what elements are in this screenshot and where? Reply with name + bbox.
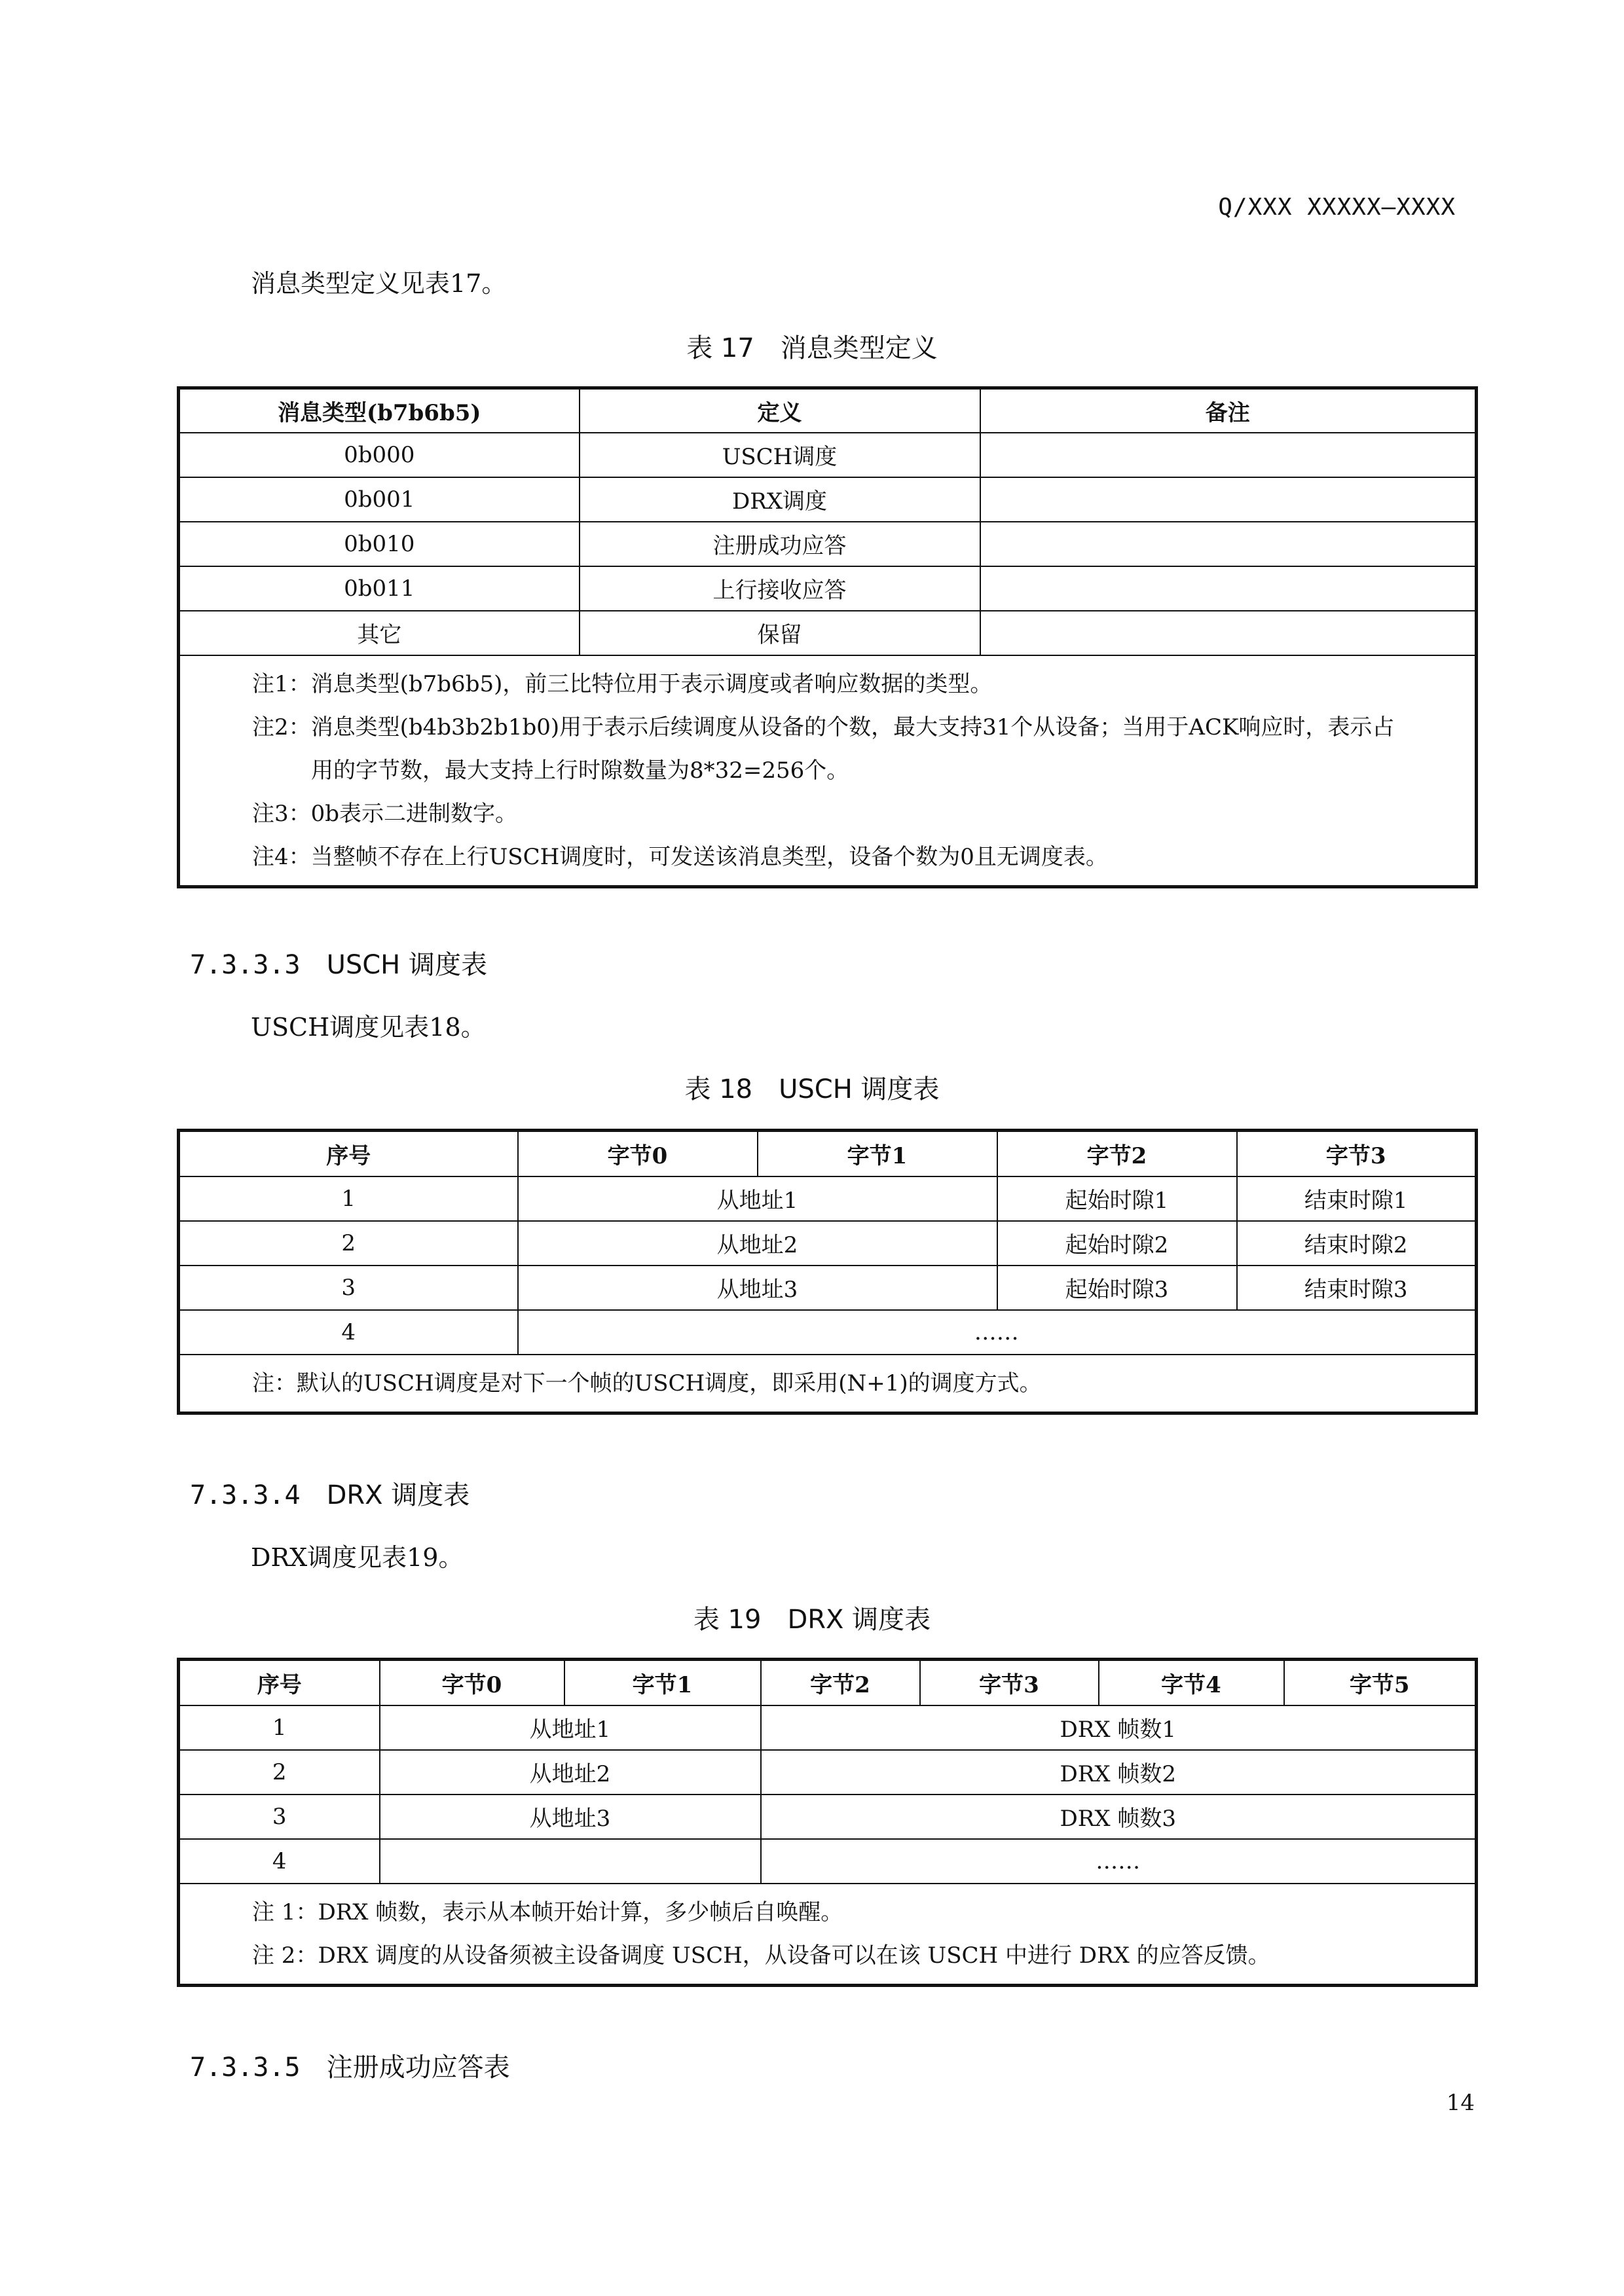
table-row — [179, 433, 1477, 477]
section-title: DRX 调度表 — [326, 1480, 470, 1510]
table-row — [179, 522, 1477, 566]
column-header: 定义 — [580, 388, 980, 433]
table-cell: 起始时隙2 — [997, 1221, 1237, 1266]
table-cell — [980, 611, 1477, 655]
column-header: 消息类型(b7b6b5) — [179, 388, 580, 433]
table-cell — [980, 522, 1477, 566]
intro-paragraph-17: 消息类型定义见表17。 — [251, 269, 507, 298]
column-header: 字节3 — [920, 1660, 1099, 1705]
table-cell: 2 — [179, 1221, 518, 1266]
table-cell — [980, 477, 1477, 522]
table-cell: DRX 帧数2 — [761, 1750, 1477, 1795]
column-header: 序号 — [179, 1660, 380, 1705]
column-header: 字节5 — [1284, 1660, 1477, 1705]
table-header-row — [179, 1660, 1477, 1705]
table-18 — [177, 1129, 1478, 1415]
table-note: 注3：0b表示二进制数字。 — [252, 800, 518, 827]
table-row — [179, 1795, 1477, 1839]
table-row — [179, 1176, 1477, 1221]
table-cell: 从地址2 — [518, 1221, 997, 1266]
column-header: 字节0 — [518, 1131, 758, 1176]
table-row — [179, 611, 1477, 655]
table-cell: 结束时隙2 — [1237, 1221, 1477, 1266]
table-cell: 3 — [179, 1266, 518, 1310]
table-row — [179, 566, 1477, 611]
table-cell: 结束时隙1 — [1237, 1176, 1477, 1221]
document-code-header: Q/XXX XXXXX—XXXX — [1218, 194, 1456, 221]
table-note: 注1：消息类型(b7b6b5)，前三比特位用于表示调度或者响应数据的类型。 — [252, 670, 993, 697]
table-cell: 3 — [179, 1795, 380, 1839]
table-cell — [980, 433, 1477, 477]
section-heading-usch — [190, 944, 487, 981]
table-17 — [177, 386, 1478, 888]
page-number: 14 — [1446, 2090, 1475, 2116]
intro-paragraph-18: USCH调度见表18。 — [251, 1013, 486, 1042]
table-cell: …… — [761, 1839, 1477, 1884]
table-row — [179, 1310, 1477, 1355]
table-cell: 结束时隙3 — [1237, 1266, 1477, 1310]
column-header: 字节1 — [564, 1660, 761, 1705]
section-heading-registration — [190, 2047, 510, 2084]
section-heading-drx — [190, 1474, 470, 1512]
table-cell: 0b000 — [179, 433, 580, 477]
intro-paragraph-19: DRX调度见表19。 — [251, 1543, 464, 1572]
table-header-row — [179, 388, 1477, 433]
table-cell: 从地址1 — [518, 1176, 997, 1221]
table-cell: 0b011 — [179, 566, 580, 611]
table-cell: 从地址1 — [380, 1705, 761, 1750]
table-cell: 2 — [179, 1750, 380, 1795]
table-row — [179, 1705, 1477, 1750]
table-17-caption: 表 17 消息类型定义 — [686, 333, 938, 363]
table-cell: 上行接收应答 — [580, 566, 980, 611]
table-header-row — [179, 1131, 1477, 1176]
table-cell: 1 — [179, 1176, 518, 1221]
table-19 — [177, 1658, 1478, 1987]
table-row — [179, 1839, 1477, 1884]
table-note: 注2：消息类型(b4b3b2b1b0)用于表示后续调度从设备的个数，最大支持31个从设备；当用于ACK响应时，表示占 — [252, 714, 1395, 740]
table-cell: DRX 帧数3 — [761, 1795, 1477, 1839]
column-header: 字节2 — [761, 1660, 920, 1705]
section-number: 7.3.3.3 — [190, 950, 301, 980]
table-19-caption: 表 19 DRX 调度表 — [693, 1605, 931, 1635]
table-cell: 注册成功应答 — [580, 522, 980, 566]
table-row — [179, 1266, 1477, 1310]
table-cell: 从地址3 — [518, 1266, 997, 1310]
table-row — [179, 1750, 1477, 1795]
table-note: 注4：当整帧不存在上行USCH调度时，可发送该消息类型，设备个数为0且无调度表。 — [252, 843, 1108, 870]
column-header: 序号 — [179, 1131, 518, 1176]
table-cell — [380, 1839, 761, 1884]
column-header: 字节1 — [758, 1131, 997, 1176]
table-cell: 0b010 — [179, 522, 580, 566]
table-notes-row — [179, 655, 1477, 887]
table-notes-row — [179, 1884, 1477, 1986]
table-cell: 其它 — [179, 611, 580, 655]
table-cell: …… — [518, 1310, 1477, 1355]
table-cell: 起始时隙1 — [997, 1176, 1237, 1221]
table-row — [179, 477, 1477, 522]
table-note: 注：默认的USCH调度是对下一个帧的USCH调度，即采用(N+1)的调度方式。 — [179, 1355, 1477, 1413]
section-title: USCH 调度表 — [326, 950, 487, 980]
table-cell: DRX 帧数1 — [761, 1705, 1477, 1750]
table-notes-row — [179, 1355, 1477, 1413]
table-notes — [179, 1884, 1477, 1986]
table-cell: DRX调度 — [580, 477, 980, 522]
column-header: 字节3 — [1237, 1131, 1477, 1176]
table-18-caption: 表 18 USCH 调度表 — [684, 1074, 940, 1104]
table-note: 注 2：DRX 调度的从设备须被主设备调度 USCH，从设备可以在该 USCH 中进行 DRX 的应答反馈。 — [252, 1942, 1270, 1969]
table-cell: 4 — [179, 1310, 518, 1355]
column-header: 字节4 — [1099, 1660, 1284, 1705]
table-cell — [980, 566, 1477, 611]
table-cell: 0b001 — [179, 477, 580, 522]
table-cell: 4 — [179, 1839, 380, 1884]
table-cell: 从地址2 — [380, 1750, 761, 1795]
table-cell: 保留 — [580, 611, 980, 655]
table-note-continuation: 用的字节数，最大支持上行时隙数量为8*32=256个。 — [311, 757, 849, 784]
section-title: 注册成功应答表 — [326, 2052, 510, 2083]
table-cell: USCH调度 — [580, 433, 980, 477]
column-header: 备注 — [980, 388, 1477, 433]
table-cell: 1 — [179, 1705, 380, 1750]
table-cell: 从地址3 — [380, 1795, 761, 1839]
table-row — [179, 1221, 1477, 1266]
section-number: 7.3.3.5 — [190, 2052, 301, 2083]
column-header: 字节2 — [997, 1131, 1237, 1176]
table-note: 注 1：DRX 帧数，表示从本帧开始计算，多少帧后自唤醒。 — [252, 1899, 843, 1925]
column-header: 字节0 — [380, 1660, 564, 1705]
table-notes — [179, 655, 1477, 887]
section-number: 7.3.3.4 — [190, 1480, 301, 1510]
table-cell: 起始时隙3 — [997, 1266, 1237, 1310]
